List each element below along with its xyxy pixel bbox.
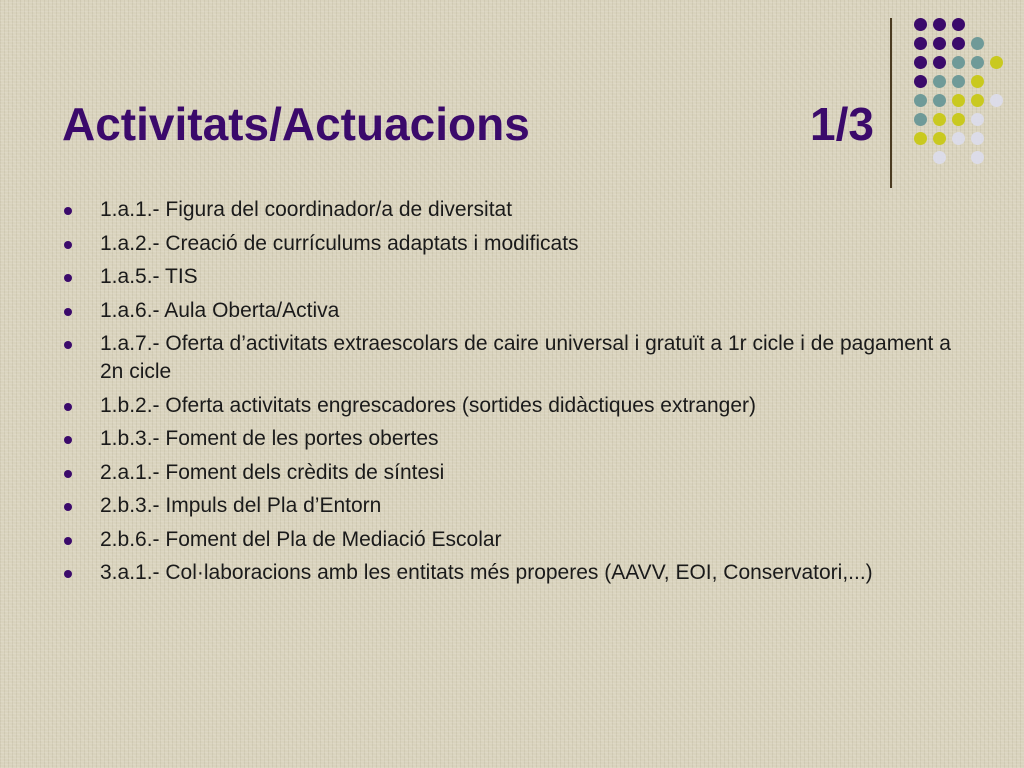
decorative-dot xyxy=(971,75,984,88)
decorative-dot xyxy=(952,75,965,88)
decorative-dot xyxy=(914,18,927,31)
decorative-dot xyxy=(952,37,965,50)
decorative-dot xyxy=(933,151,946,164)
decorative-dot xyxy=(933,132,946,145)
decorative-dot xyxy=(971,37,984,50)
decorative-dot xyxy=(914,132,927,145)
decorative-dot xyxy=(933,113,946,126)
bullet-list xyxy=(64,196,964,593)
decorative-dot xyxy=(971,151,984,164)
decorative-dot xyxy=(971,132,984,145)
list-item: 1.b.3.- Foment de les portes obertes xyxy=(64,425,964,453)
decorative-dot xyxy=(952,113,965,126)
decorative-dot xyxy=(952,56,965,69)
list-item: 1.a.6.- Aula Oberta/Activa xyxy=(64,297,964,325)
decorative-dot xyxy=(990,56,1003,69)
decorative-dot xyxy=(933,75,946,88)
decorative-dot xyxy=(914,113,927,126)
list-item: 2.b.6.- Foment del Pla de Mediació Escolar xyxy=(64,526,964,554)
decorative-dot xyxy=(914,56,927,69)
decorative-dot xyxy=(952,94,965,107)
list-item: 1.a.2.- Creació de currículums adaptats i modificats xyxy=(64,230,964,258)
decorative-dot xyxy=(971,113,984,126)
decorative-dot-grid xyxy=(914,18,1004,168)
slide-title xyxy=(62,92,874,156)
decorative-dot xyxy=(971,56,984,69)
decorative-dot xyxy=(952,132,965,145)
list-item: 2.b.3.- Impuls del Pla d’Entorn xyxy=(64,492,964,520)
decorative-dot xyxy=(933,94,946,107)
decorative-dot xyxy=(971,94,984,107)
list-item: 1.b.2.- Oferta activitats engrescadores (sortides didàctiques extranger) xyxy=(64,392,964,420)
decorative-dot xyxy=(990,94,1003,107)
decorative-dot xyxy=(933,37,946,50)
list-item: 1.a.1.- Figura del coordinador/a de diversitat xyxy=(64,196,964,224)
list-item: 3.a.1.- Col·laboracions amb les entitats més properes (AAVV, EOI, Conservatori,...) xyxy=(64,559,964,587)
list-item: 2.a.1.- Foment dels crèdits de síntesi xyxy=(64,459,964,487)
title-text: Activitats/Actuacions xyxy=(62,98,530,150)
list-item: 1.a.5.- TIS xyxy=(64,263,964,291)
decorative-dot xyxy=(933,18,946,31)
page-indicator: 1/3 xyxy=(810,98,874,150)
decorative-dot xyxy=(914,94,927,107)
decorative-dot xyxy=(914,75,927,88)
title-divider xyxy=(890,18,892,188)
decorative-dot xyxy=(952,18,965,31)
decorative-dot xyxy=(914,37,927,50)
decorative-dot xyxy=(933,56,946,69)
list-item: 1.a.7.- Oferta d’activitats extraescolars de caire universal i gratuït a 1r cicle i de pagament a 2n cicle xyxy=(64,330,964,386)
